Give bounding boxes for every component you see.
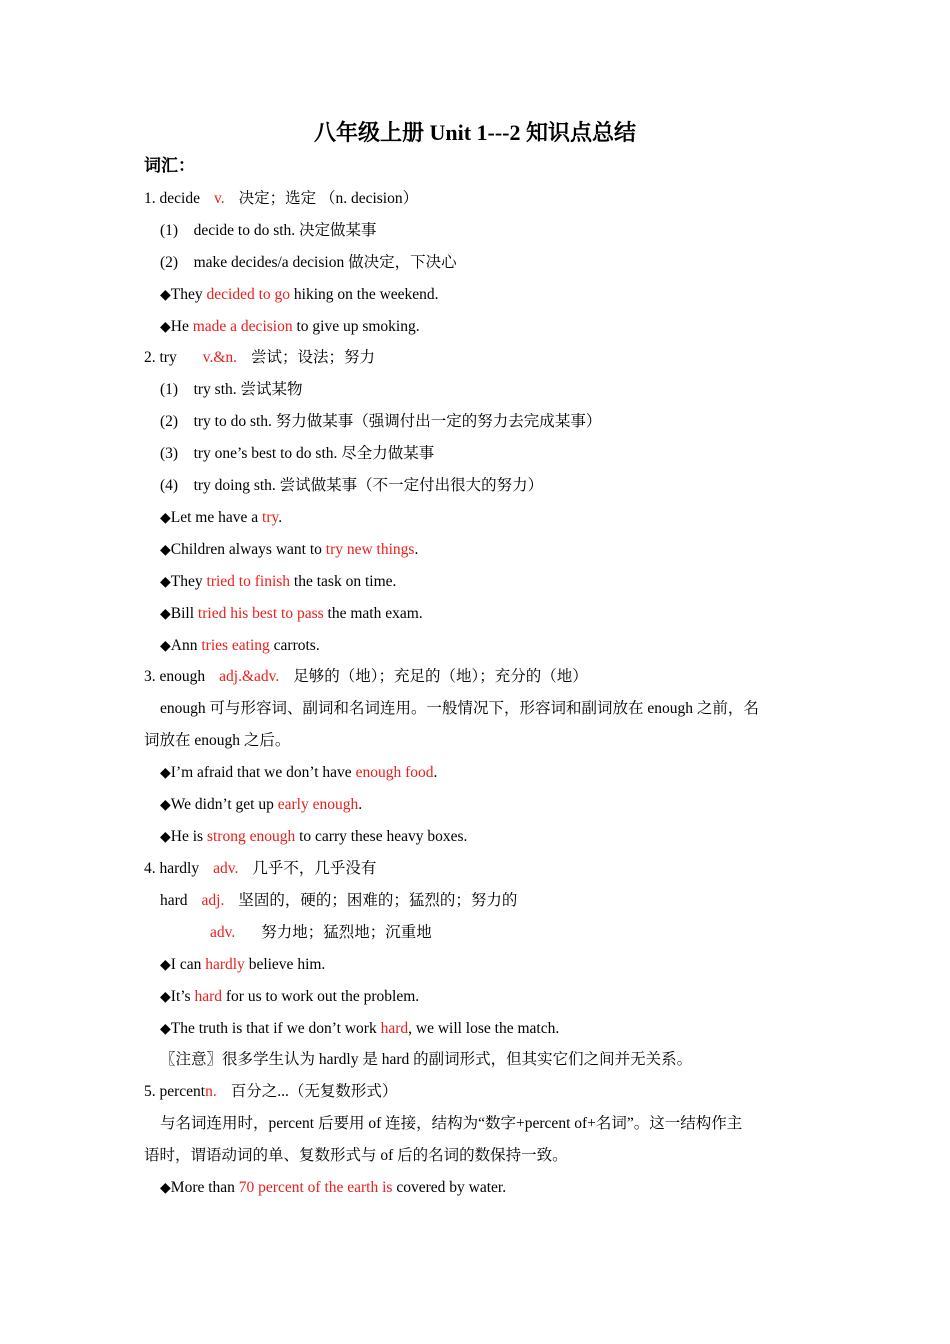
part-of-speech: v.&n. [202,349,238,366]
bullet-icon: ◆ [160,543,171,558]
highlight: hard [380,1020,409,1037]
example-sentence: ◆More than 70 percent of the earth is covered by water. [160,1179,507,1196]
example-sentence: ◆They tried to finish the task on time. [160,573,397,590]
meaning: 尝试；设法；努力 [251,349,376,366]
part-of-speech: n. [205,1083,217,1100]
bullet-icon: ◆ [160,990,171,1005]
usage-note: enough 可与形容词、副词和名词连用。一般情况下，形容词和副词放在 enough 之前，名 [160,700,759,717]
usage-note: 与名词连用时，percent 后要用 of 连接，结构为“数字+percent of+名词”。这一结构作主 [160,1115,743,1132]
bullet-icon: ◆ [160,798,171,813]
usage-note-cont: 词放在 enough 之后。 [144,732,291,749]
highlight: tried to finish [206,573,291,590]
bullet-icon: ◆ [160,639,171,654]
attention-note: 〖注意〗很多学生认为 hardly 是 hard 的副词形式，但其实它们之间并无关系。 [160,1051,693,1068]
usage-4: (4) try doing sth. 尝试做某事（不一定付出很大的努力） [160,477,544,494]
bullet-icon: ◆ [160,1181,171,1196]
highlight: early enough [277,796,359,813]
example-sentence: ◆They decided to go hiking on the weekend. [160,286,439,303]
usage-2: (2) try to do sth. 努力做某事（强调付出一定的努力去完成某事） [160,413,602,430]
usage-note-cont: 语时，谓语动词的单、复数形式与 of 后的名词的数保持一致。 [144,1147,568,1164]
example-sentence: ◆Ann tries eating carrots. [160,637,320,654]
bullet-icon: ◆ [160,766,171,781]
head-word: 5. percent [144,1083,206,1100]
part-of-speech: adv. [213,860,239,877]
meaning: 几乎不，几乎没有 [252,860,377,877]
head-word: 3. enough [144,668,206,685]
head-word: 1. decide [144,190,200,207]
example-sentence: ◆We didn’t get up early enough. [160,796,363,813]
bullet-icon: ◆ [160,1022,171,1037]
example-sentence: ◆Let me have a try. [160,509,283,526]
bullet-icon: ◆ [160,320,171,335]
vocab-heading: 词汇： [144,156,195,175]
highlight: try [262,509,279,526]
highlight: hard [194,988,223,1005]
example-sentence: ◆He made a decision to give up smoking. [160,318,420,335]
bullet-icon: ◆ [160,511,171,526]
usage-1: (1) decide to do sth. 决定做某事 [160,222,377,239]
usage-2: (2) make decides/a decision 做决定，下决心 [160,254,457,271]
entry-hardly [144,859,814,879]
example-sentence: ◆It’s hard for us to work out the problem. [160,988,420,1005]
entry-hard-adv [210,923,880,943]
part-of-speech: adv. [210,924,236,941]
highlight: strong enough [206,828,296,845]
entry-percent [144,1082,814,1102]
entry-decide [144,189,814,209]
usage-3: (3) try one’s best to do sth. 尽全力做某事 [160,445,435,462]
highlight: try new things [325,541,415,558]
highlight: enough food [355,764,434,781]
bullet-icon: ◆ [160,288,171,303]
part-of-speech: adj.&adv. [219,668,280,685]
page-title: 八年级上册 Unit 1---2 知识点总结 [313,120,637,145]
head-word: 4. hardly [144,860,200,877]
head-word: hard [160,892,188,909]
entry-hard [160,891,830,911]
meaning: 足够的（地）；充足的（地）；充分的（地） [293,668,588,685]
highlight: decided to go [206,286,291,303]
bullet-icon: ◆ [160,607,171,622]
highlight: tries eating [201,637,270,654]
part-of-speech: v. [213,190,225,207]
highlight: 70 percent of the earth is [238,1179,393,1196]
example-sentence: ◆Bill tried his best to pass the math exam. [160,605,423,622]
highlight: made a decision [192,318,293,335]
meaning: 百分之...（无复数形式） [230,1083,398,1100]
example-sentence: ◆Children always want to try new things. [160,541,419,558]
meaning: 坚固的，硬的；困难的；猛烈的；努力的 [238,892,518,909]
example-sentence: ◆I’m afraid that we don’t have enough food. [160,764,438,781]
meaning: 决定；选定 （n. decision） [238,190,419,207]
example-sentence: ◆The truth is that if we don’t work hard, we will lose the match. [160,1020,560,1037]
highlight: tried his best to pass [197,605,324,622]
example-sentence: ◆He is strong enough to carry these heavy boxes. [160,828,468,845]
entry-try [144,348,814,368]
head-word: 2. try [144,349,177,366]
bullet-icon: ◆ [160,830,171,845]
entry-enough [144,667,814,687]
bullet-icon: ◆ [160,575,171,590]
usage-1: (1) try sth. 尝试某物 [160,381,303,398]
meaning: 努力地；猛烈地；沉重地 [261,924,432,941]
highlight: hardly [205,956,245,973]
bullet-icon: ◆ [160,958,171,973]
example-sentence: ◆I can hardly believe him. [160,956,326,973]
part-of-speech: adj. [201,892,225,909]
